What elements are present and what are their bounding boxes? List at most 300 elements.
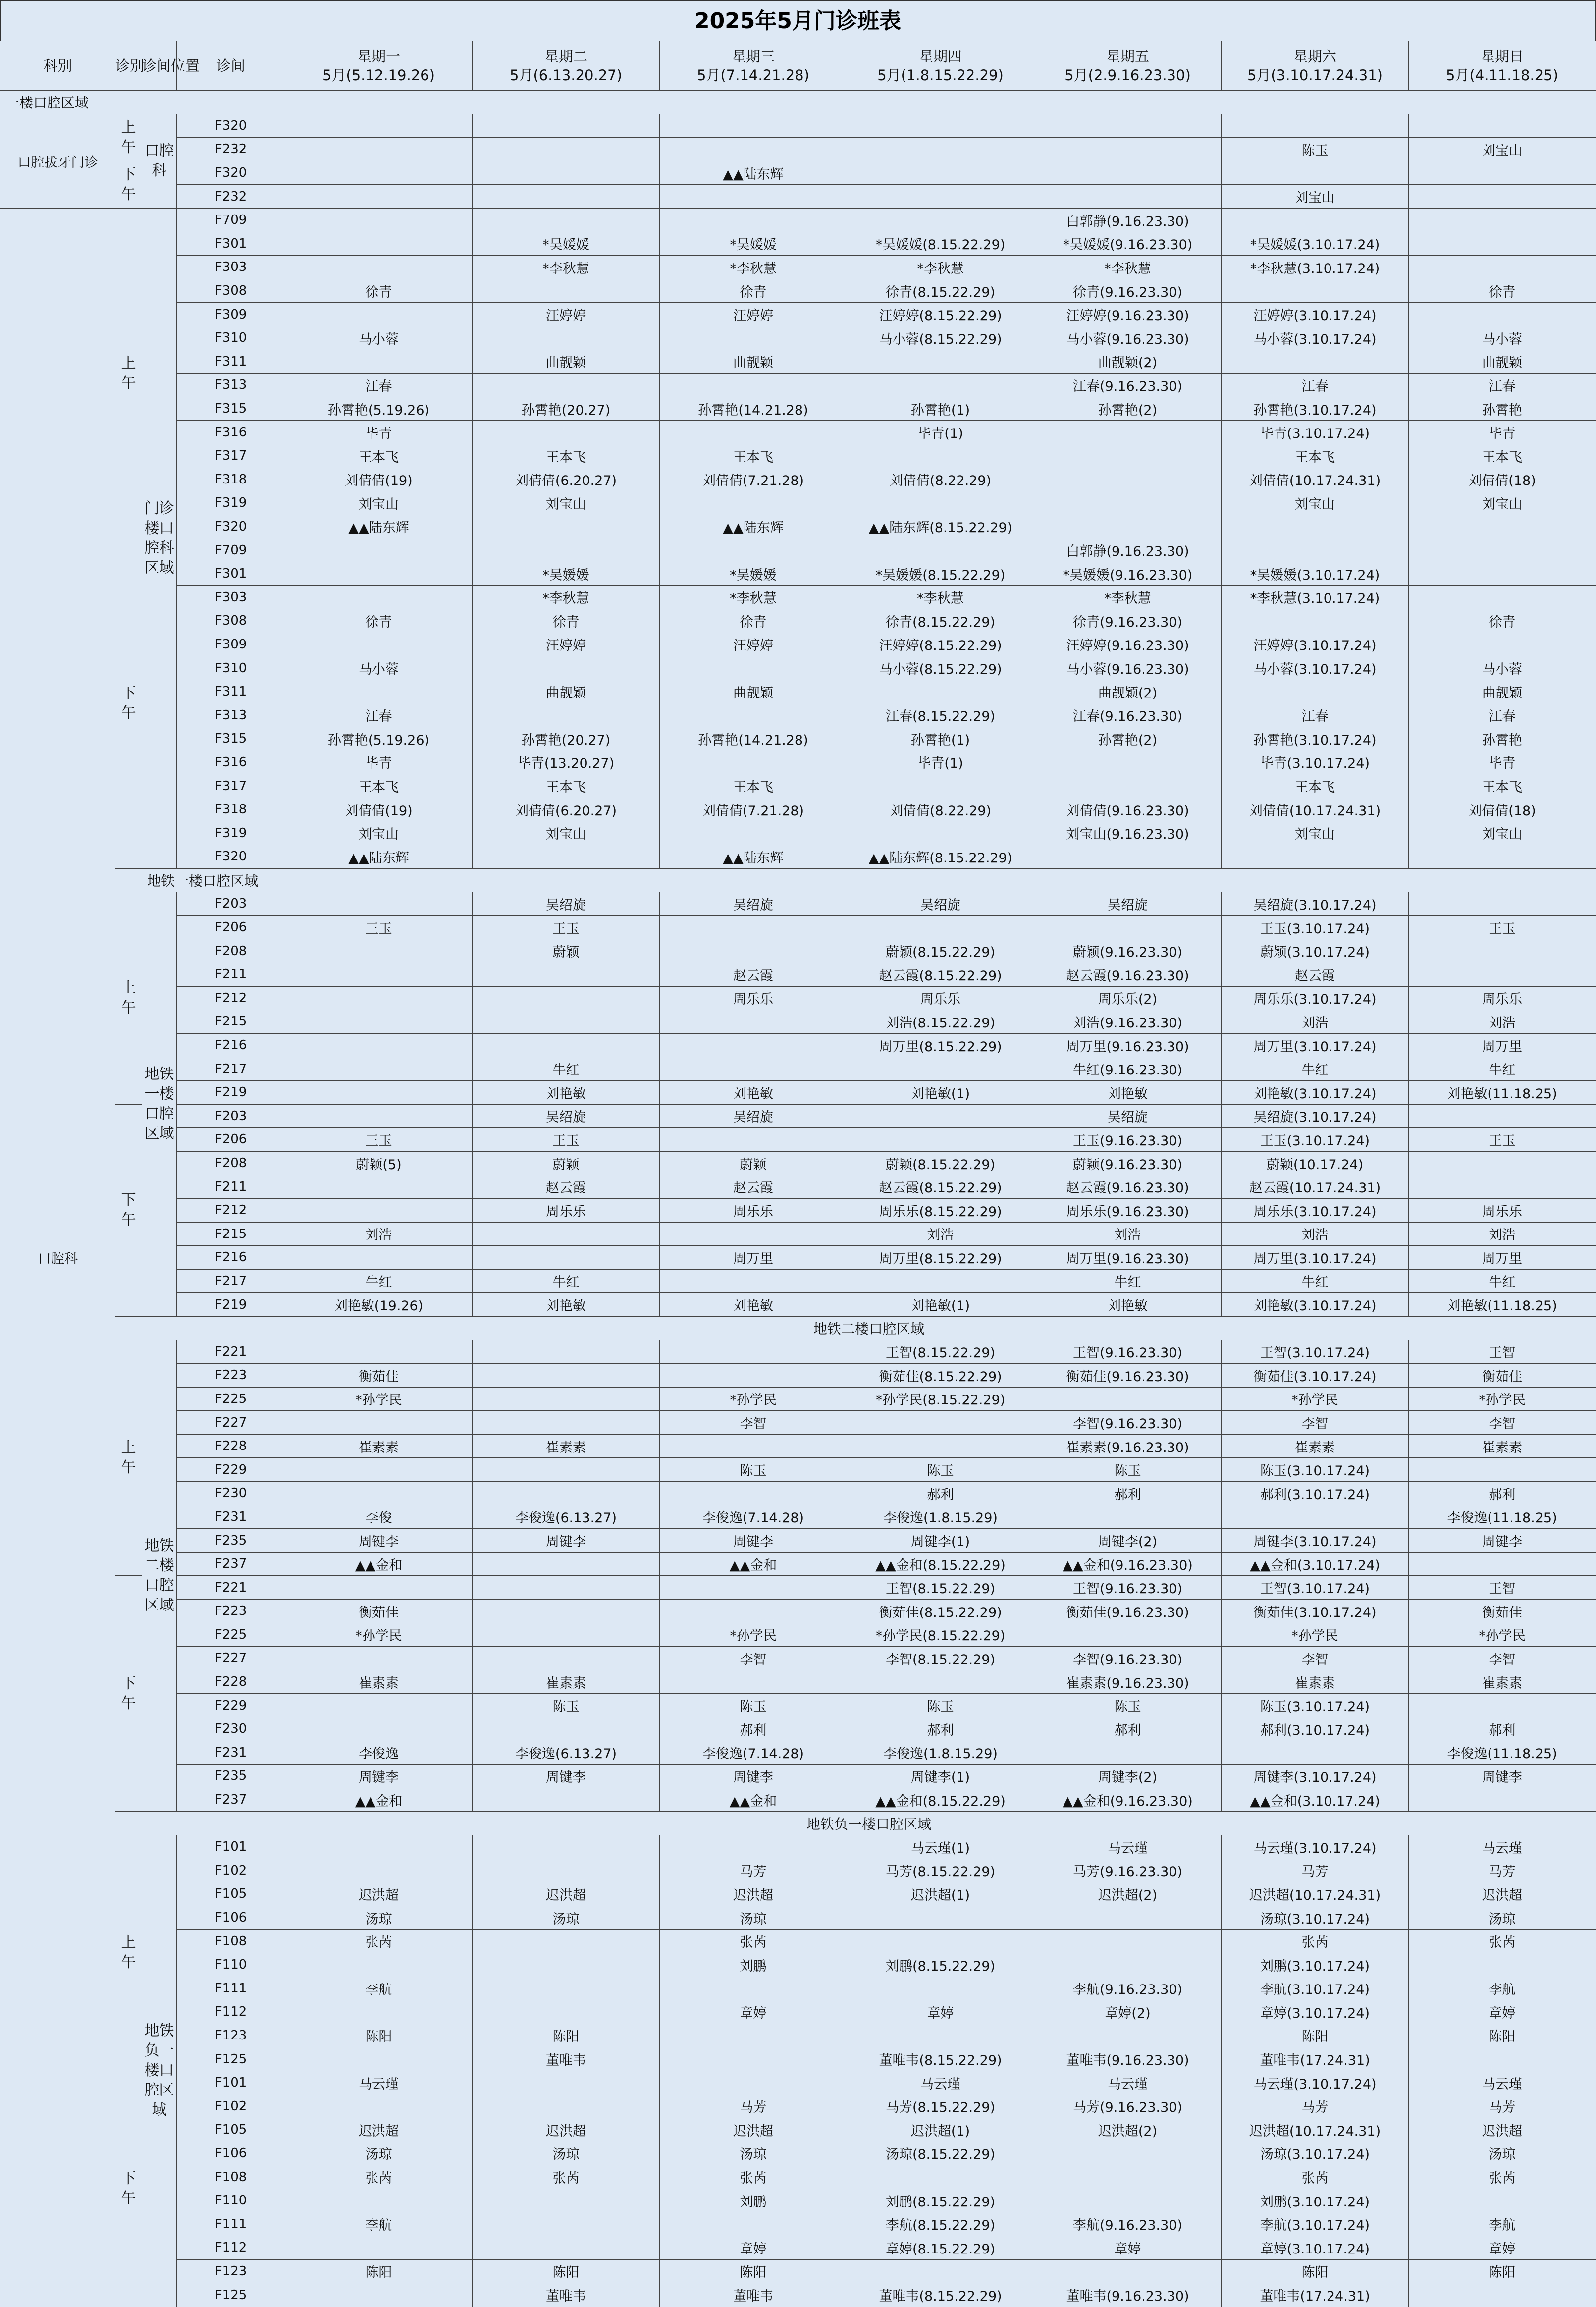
section-spacer [115, 868, 142, 892]
doctor-cell [473, 2189, 660, 2212]
doctor-cell [847, 1670, 1034, 1694]
section-row [0, 1812, 1596, 1835]
doctor-cell [473, 538, 660, 562]
doctor-cell [660, 326, 847, 350]
doctor-cell: 徐青 [285, 279, 473, 303]
doctor-cell: 李智 [1409, 1411, 1596, 1435]
doctor-cell: 迟洪超(1) [847, 2118, 1034, 2142]
doctor-cell: 周键李 [473, 1765, 660, 1788]
room-cell: F227 [177, 1647, 285, 1670]
doctor-cell: 王玉 [285, 1128, 473, 1152]
doctor-cell [285, 2047, 473, 2071]
doctor-cell: 赵云霞 [473, 1175, 660, 1199]
doctor-cell: 董唯韦(8.15.22.29) [847, 2283, 1034, 2307]
doctor-cell [473, 1623, 660, 1647]
doctor-cell [285, 1198, 473, 1222]
doctor-cell: 李俊逸 [285, 1741, 473, 1765]
doctor-cell: 刘倩倩(18) [1409, 798, 1596, 821]
doctor-cell: 毕青(3.10.17.24) [1222, 751, 1409, 774]
doctor-cell [660, 656, 847, 680]
doctor-cell: 汪婷婷(9.16.23.30) [1034, 303, 1222, 326]
doctor-cell: 陈玉 [1034, 1458, 1222, 1482]
doctor-cell: 周乐乐(8.15.22.29) [847, 1198, 1034, 1222]
doctor-cell: 陈阳 [473, 2024, 660, 2047]
doctor-cell: 吴绍旋 [660, 1104, 847, 1128]
section-title: 地铁一楼口腔区域 [142, 868, 1596, 892]
schedule-row [0, 161, 1596, 185]
doctor-cell: 刘倩倩(19) [285, 468, 473, 491]
doctor-cell: ▲▲金和(9.16.23.30) [1034, 1788, 1222, 1812]
doctor-cell [1409, 208, 1596, 232]
doctor-cell: 李俊逸(1.8.15.29) [847, 1505, 1034, 1529]
doctor-cell [660, 1340, 847, 1364]
schedule-row [0, 1057, 1596, 1081]
schedule-row [0, 2189, 1596, 2212]
doctor-cell: 郝利 [847, 1482, 1034, 1505]
doctor-cell: 刘鹏(3.10.17.24) [1222, 2189, 1409, 2212]
doctor-cell [285, 1458, 473, 1482]
doctor-cell [1409, 1458, 1596, 1482]
doctor-cell: ▲▲金和(8.15.22.29) [847, 1552, 1034, 1576]
doctor-cell: 曲靓颖 [660, 350, 847, 374]
schedule-row [0, 845, 1596, 869]
schedule-row [0, 2236, 1596, 2260]
room-cell: F211 [177, 1175, 285, 1199]
room-cell: F231 [177, 1505, 285, 1529]
room-cell: F235 [177, 1529, 285, 1553]
room-cell: F211 [177, 963, 285, 986]
doctor-cell: 张芮 [1409, 1930, 1596, 1953]
doctor-cell [473, 161, 660, 185]
doctor-cell [473, 185, 660, 209]
room-cell: F221 [177, 1576, 285, 1600]
doctor-cell [847, 185, 1034, 209]
doctor-cell: 刘宝山 [1222, 821, 1409, 845]
doctor-cell: *吴媛媛(8.15.22.29) [847, 232, 1034, 256]
doctor-cell [473, 2071, 660, 2094]
doctor-cell: 刘浩 [1409, 1222, 1596, 1246]
doctor-cell: 刘倩倩(18) [1409, 468, 1596, 491]
room-cell: F215 [177, 1010, 285, 1034]
doctor-cell: 李俊逸(7.14.28) [660, 1741, 847, 1765]
doctor-cell [1034, 444, 1222, 468]
day-name: 星期四 [918, 48, 962, 65]
doctor-cell: 马芳 [1222, 1859, 1409, 1882]
doctor-cell [660, 374, 847, 397]
doctor-cell: ▲▲金和 [660, 1788, 847, 1812]
doctor-cell: 周键李 [285, 1765, 473, 1788]
doctor-cell: ▲▲陆东辉 [285, 845, 473, 869]
doctor-cell: 徐青 [660, 609, 847, 633]
doctor-cell [1034, 421, 1222, 444]
doctor-cell: 毕青(1) [847, 421, 1034, 444]
doctor-cell: *李秋慧 [473, 586, 660, 609]
doctor-cell: 王本飞 [1222, 774, 1409, 798]
doctor-cell: 孙霄艳(3.10.17.24) [1222, 727, 1409, 751]
schedule-row [0, 892, 1596, 916]
doctor-cell [285, 1482, 473, 1505]
schedule-row [0, 1576, 1596, 1600]
doctor-cell: 李俊逸(6.13.27) [473, 1505, 660, 1529]
doctor-cell: ▲▲金和(3.10.17.24) [1222, 1552, 1409, 1576]
doctor-cell [660, 703, 847, 727]
doctor-cell: 衡茹佳 [1409, 1600, 1596, 1623]
doctor-cell: ▲▲陆东辉(8.15.22.29) [847, 845, 1034, 869]
room-cell: F228 [177, 1434, 285, 1458]
doctor-cell: 蔚颖(9.16.23.30) [1034, 939, 1222, 963]
doctor-cell: 董唯韦 [473, 2283, 660, 2307]
session-cell: 上午 [115, 1835, 142, 2071]
schedule-row [0, 2047, 1596, 2071]
schedule-row [0, 915, 1596, 939]
doctor-cell [285, 963, 473, 986]
doctor-cell [1222, 1505, 1409, 1529]
location-cell: 口腔科 [142, 114, 177, 208]
doctor-cell: 周乐乐 [660, 1198, 847, 1222]
doctor-cell: 孙霄艳(14.21.28) [660, 727, 847, 751]
room-cell: F235 [177, 1765, 285, 1788]
doctor-cell [847, 680, 1034, 703]
doctor-cell: 章婷(3.10.17.24) [1222, 2000, 1409, 2024]
doctor-cell: 赵云霞 [660, 963, 847, 986]
doctor-cell [1034, 1505, 1222, 1529]
doctor-cell: 王玉(9.16.23.30) [1034, 1128, 1222, 1152]
doctor-cell: 曲靓颖(2) [1034, 680, 1222, 703]
doctor-cell [1034, 1930, 1222, 1953]
doctor-cell: 汪婷婷(3.10.17.24) [1222, 633, 1409, 656]
doctor-cell: 毕青 [1409, 751, 1596, 774]
doctor-cell: 周乐乐 [473, 1198, 660, 1222]
doctor-cell: 马小蓉 [1409, 656, 1596, 680]
doctor-cell: 董唯韦(17.24.31) [1222, 2047, 1409, 2071]
room-cell: F230 [177, 1717, 285, 1741]
doctor-cell: 马小蓉(8.15.22.29) [847, 326, 1034, 350]
doctor-cell [1034, 138, 1222, 161]
doctor-cell: 孙霄艳(20.27) [473, 397, 660, 421]
doctor-cell: 董唯韦 [473, 2047, 660, 2071]
doctor-cell [285, 138, 473, 161]
room-cell: F709 [177, 538, 285, 562]
doctor-cell [473, 845, 660, 869]
doctor-cell [847, 491, 1034, 515]
session-cell: 下午 [115, 2071, 142, 2307]
doctor-cell: 吴绍旋(3.10.17.24) [1222, 892, 1409, 916]
doctor-cell: 曲靓颖(2) [1034, 350, 1222, 374]
day-name: 星期三 [731, 48, 775, 65]
room-cell: F308 [177, 609, 285, 633]
doctor-cell: 刘鹏(3.10.17.24) [1222, 1953, 1409, 1977]
doctor-cell: 崔素素 [1409, 1670, 1596, 1694]
doctor-cell: 刘宝山 [473, 491, 660, 515]
doctor-cell: 崔素素 [473, 1670, 660, 1694]
doctor-cell: 蔚颖(8.15.22.29) [847, 1151, 1034, 1175]
schedule-row [0, 1930, 1596, 1953]
room-cell: F316 [177, 751, 285, 774]
schedule-row [0, 2165, 1596, 2189]
doctor-cell: 李智(9.16.23.30) [1034, 1411, 1222, 1435]
schedule-row [0, 1906, 1596, 1930]
doctor-cell [1034, 1387, 1222, 1411]
doctor-cell [473, 1246, 660, 1270]
doctor-cell [847, 2024, 1034, 2047]
doctor-cell: 周键李(2) [1034, 1765, 1222, 1788]
schedule-row [0, 609, 1596, 633]
header-dept: 科别 [0, 41, 115, 91]
doctor-cell [1409, 963, 1596, 986]
doctor-cell [847, 1930, 1034, 1953]
doctor-cell: 徐青 [473, 609, 660, 633]
doctor-cell [660, 1600, 847, 1623]
doctor-cell: *李秋慧 [847, 256, 1034, 279]
doctor-cell: 汪婷婷 [473, 633, 660, 656]
doctor-cell: 郝利(3.10.17.24) [1222, 1482, 1409, 1505]
doctor-cell [1222, 609, 1409, 633]
doctor-cell [1409, 633, 1596, 656]
doctor-cell [285, 185, 473, 209]
header-day [473, 41, 660, 91]
doctor-cell: 陈玉(3.10.17.24) [1222, 1694, 1409, 1717]
room-cell: F231 [177, 1741, 285, 1765]
section-title: 地铁负一楼口腔区域 [142, 1812, 1596, 1835]
room-cell: F101 [177, 1835, 285, 1859]
doctor-cell [1409, 185, 1596, 209]
doctor-cell: 李智 [1222, 1411, 1409, 1435]
doctor-cell: 张芮 [1222, 1930, 1409, 1953]
doctor-cell: *孙学民 [1409, 1623, 1596, 1647]
doctor-cell [660, 421, 847, 444]
doctor-cell: 李智(9.16.23.30) [1034, 1647, 1222, 1670]
doctor-cell: 迟洪超(2) [1034, 1882, 1222, 1906]
doctor-cell: 刘鹏(8.15.22.29) [847, 1953, 1034, 1977]
doctor-cell [1409, 892, 1596, 916]
section-title: 一楼口腔区域 [0, 91, 1596, 114]
header-location: 诊间位置 [142, 41, 177, 91]
doctor-cell: 周万里 [1409, 1246, 1596, 1270]
doctor-cell: 赵云霞(8.15.22.29) [847, 963, 1034, 986]
doctor-cell: 周乐乐 [1409, 986, 1596, 1010]
doctor-cell [285, 2094, 473, 2118]
doctor-cell [473, 1033, 660, 1057]
doctor-cell [1222, 680, 1409, 703]
doctor-cell: 王本飞 [473, 774, 660, 798]
doctor-cell [1409, 303, 1596, 326]
doctor-cell [1034, 915, 1222, 939]
doctor-cell: 赵云霞(9.16.23.30) [1034, 1175, 1222, 1199]
schedule-row [0, 1387, 1596, 1411]
day-name: 星期日 [1480, 48, 1524, 65]
schedule-row [0, 2094, 1596, 2118]
doctor-cell [1409, 2283, 1596, 2307]
doctor-cell: 郝利 [660, 1717, 847, 1741]
doctor-cell: 周万里 [1409, 1033, 1596, 1057]
doctor-cell [473, 1552, 660, 1576]
doctor-cell: ▲▲陆东辉 [660, 161, 847, 185]
doctor-cell: *吴媛媛(3.10.17.24) [1222, 562, 1409, 586]
schedule-row [0, 1175, 1596, 1199]
doctor-cell: 李俊逸(7.14.28) [660, 1505, 847, 1529]
schedule-row [0, 303, 1596, 326]
doctor-cell [847, 1434, 1034, 1458]
schedule-row [0, 1670, 1596, 1694]
doctor-cell: 王玉(3.10.17.24) [1222, 1128, 1409, 1152]
doctor-cell: 蔚颖(8.15.22.29) [847, 939, 1034, 963]
doctor-cell: 汤琼 [660, 2142, 847, 2165]
doctor-cell [473, 1010, 660, 1034]
doctor-cell: 汤琼 [473, 1906, 660, 1930]
schedule-row [0, 256, 1596, 279]
doctor-cell: 周万里 [660, 1246, 847, 1270]
doctor-cell: 张芮 [473, 2165, 660, 2189]
doctor-cell: 衡茹佳(8.15.22.29) [847, 1600, 1034, 1623]
doctor-cell: *吴媛媛(8.15.22.29) [847, 562, 1034, 586]
doctor-cell: 郝利 [847, 1717, 1034, 1741]
doctor-cell: 衡茹佳 [285, 1600, 473, 1623]
doctor-cell: *吴媛媛(9.16.23.30) [1034, 232, 1222, 256]
room-cell: F216 [177, 1033, 285, 1057]
doctor-cell: ▲▲金和 [660, 1552, 847, 1576]
doctor-cell: 王玉 [1409, 1128, 1596, 1152]
doctor-cell: 李航(8.15.22.29) [847, 2212, 1034, 2236]
room-cell: F203 [177, 1104, 285, 1128]
section-row [0, 1316, 1596, 1340]
doctor-cell: 衡茹佳 [285, 1364, 473, 1388]
schedule-row [0, 751, 1596, 774]
doctor-cell [1222, 515, 1409, 538]
doctor-cell [847, 114, 1034, 138]
section-spacer [115, 1316, 142, 1340]
doctor-cell: 王本飞 [285, 444, 473, 468]
room-cell: F212 [177, 1198, 285, 1222]
doctor-cell: 马云瑾 [847, 2071, 1034, 2094]
room-cell: F203 [177, 892, 285, 916]
doctor-cell: 汤琼 [660, 1906, 847, 1930]
doctor-cell: 牛红 [1222, 1057, 1409, 1081]
room-cell: F310 [177, 656, 285, 680]
doctor-cell: 刘浩 [1222, 1222, 1409, 1246]
doctor-cell: 孙霄艳(5.19.26) [285, 397, 473, 421]
doctor-cell [473, 1576, 660, 1600]
day-dates: 5月(3.10.17.24.31) [1247, 66, 1383, 84]
schedule-row [0, 2024, 1596, 2047]
schedule-row [0, 1859, 1596, 1882]
doctor-cell [1034, 515, 1222, 538]
doctor-cell: 董唯韦(9.16.23.30) [1034, 2283, 1222, 2307]
schedule-row [0, 1953, 1596, 1977]
doctor-cell: 刘倩倩(9.16.23.30) [1034, 798, 1222, 821]
session-cell: 下午 [115, 161, 142, 208]
doctor-cell [285, 1340, 473, 1364]
doctor-cell [285, 1246, 473, 1270]
schedule-row [0, 1151, 1596, 1175]
room-cell: F229 [177, 1458, 285, 1482]
doctor-cell: 刘倩倩(10.17.24.31) [1222, 468, 1409, 491]
doctor-cell [847, 1128, 1034, 1152]
doctor-cell: 徐青 [285, 609, 473, 633]
doctor-cell [1409, 1175, 1596, 1199]
doctor-cell: *孙学民 [285, 1623, 473, 1647]
day-dates: 5月(1.8.15.22.29) [877, 66, 1004, 84]
doctor-cell: 赵云霞 [1222, 963, 1409, 986]
doctor-cell [847, 1269, 1034, 1293]
doctor-cell [473, 1411, 660, 1435]
doctor-cell: *李秋慧(3.10.17.24) [1222, 586, 1409, 609]
doctor-cell [660, 1057, 847, 1081]
schedule-row [0, 2142, 1596, 2165]
room-cell: F316 [177, 421, 285, 444]
doctor-cell: 刘宝山 [1409, 491, 1596, 515]
doctor-cell: 李俊逸(11.18.25) [1409, 1741, 1596, 1765]
room-cell: F105 [177, 1882, 285, 1906]
day-dates: 5月(6.13.20.27) [510, 66, 622, 84]
doctor-cell: 汤琼(8.15.22.29) [847, 2142, 1034, 2165]
doctor-cell: 徐青 [1409, 609, 1596, 633]
doctor-cell: 王智(3.10.17.24) [1222, 1576, 1409, 1600]
doctor-cell [285, 1010, 473, 1034]
doctor-cell [847, 444, 1034, 468]
doctor-cell: 陈阳 [473, 2259, 660, 2283]
schedule-row [0, 1529, 1596, 1553]
doctor-cell: 周乐乐 [1409, 1198, 1596, 1222]
room-cell: F112 [177, 2000, 285, 2024]
room-cell: F319 [177, 821, 285, 845]
doctor-cell [1409, 1552, 1596, 1576]
doctor-cell: 李航 [1409, 1977, 1596, 2000]
doctor-cell: 刘宝山 [1222, 185, 1409, 209]
doctor-cell: 李航 [285, 1977, 473, 2000]
doctor-cell [847, 2259, 1034, 2283]
doctor-cell: 李俊逸(11.18.25) [1409, 1505, 1596, 1529]
doctor-cell: 崔素素(9.16.23.30) [1034, 1670, 1222, 1694]
room-cell: F108 [177, 2165, 285, 2189]
doctor-cell: 陈玉 [473, 1694, 660, 1717]
doctor-cell: 章婷(2) [1034, 2000, 1222, 2024]
schedule-row [0, 538, 1596, 562]
doctor-cell [660, 915, 847, 939]
doctor-cell [847, 1104, 1034, 1128]
doctor-cell [1034, 2142, 1222, 2165]
doctor-cell: 江春 [1409, 374, 1596, 397]
doctor-cell: 刘鹏 [660, 2189, 847, 2212]
room-cell: F709 [177, 208, 285, 232]
doctor-cell [473, 1458, 660, 1482]
location-cell: 地铁负一楼口腔区域 [142, 1835, 177, 2307]
doctor-cell: 周乐乐(9.16.23.30) [1034, 1198, 1222, 1222]
doctor-cell: 周万里(8.15.22.29) [847, 1246, 1034, 1270]
doctor-cell: *孙学民(8.15.22.29) [847, 1623, 1034, 1647]
doctor-cell: *孙学民(8.15.22.29) [847, 1387, 1034, 1411]
doctor-cell [660, 185, 847, 209]
doctor-cell: 汪婷婷(8.15.22.29) [847, 303, 1034, 326]
doctor-cell [660, 2212, 847, 2236]
schedule-row [0, 444, 1596, 468]
doctor-cell [285, 2000, 473, 2024]
doctor-cell: 江春(8.15.22.29) [847, 703, 1034, 727]
day-name: 星期二 [544, 48, 587, 65]
doctor-cell: 王本飞 [473, 444, 660, 468]
doctor-cell: 陈阳 [660, 2259, 847, 2283]
doctor-cell: 吴绍旋 [847, 892, 1034, 916]
doctor-cell: 崔素素 [285, 1670, 473, 1694]
room-cell: F212 [177, 986, 285, 1010]
doctor-cell: *吴媛媛(9.16.23.30) [1034, 562, 1222, 586]
doctor-cell [660, 1482, 847, 1505]
schedule-row [0, 1269, 1596, 1293]
doctor-cell: 陈玉 [1222, 138, 1409, 161]
schedule-row [0, 1482, 1596, 1505]
schedule-row [0, 1552, 1596, 1576]
doctor-cell [847, 1906, 1034, 1930]
doctor-cell: 迟洪超 [285, 1882, 473, 1906]
